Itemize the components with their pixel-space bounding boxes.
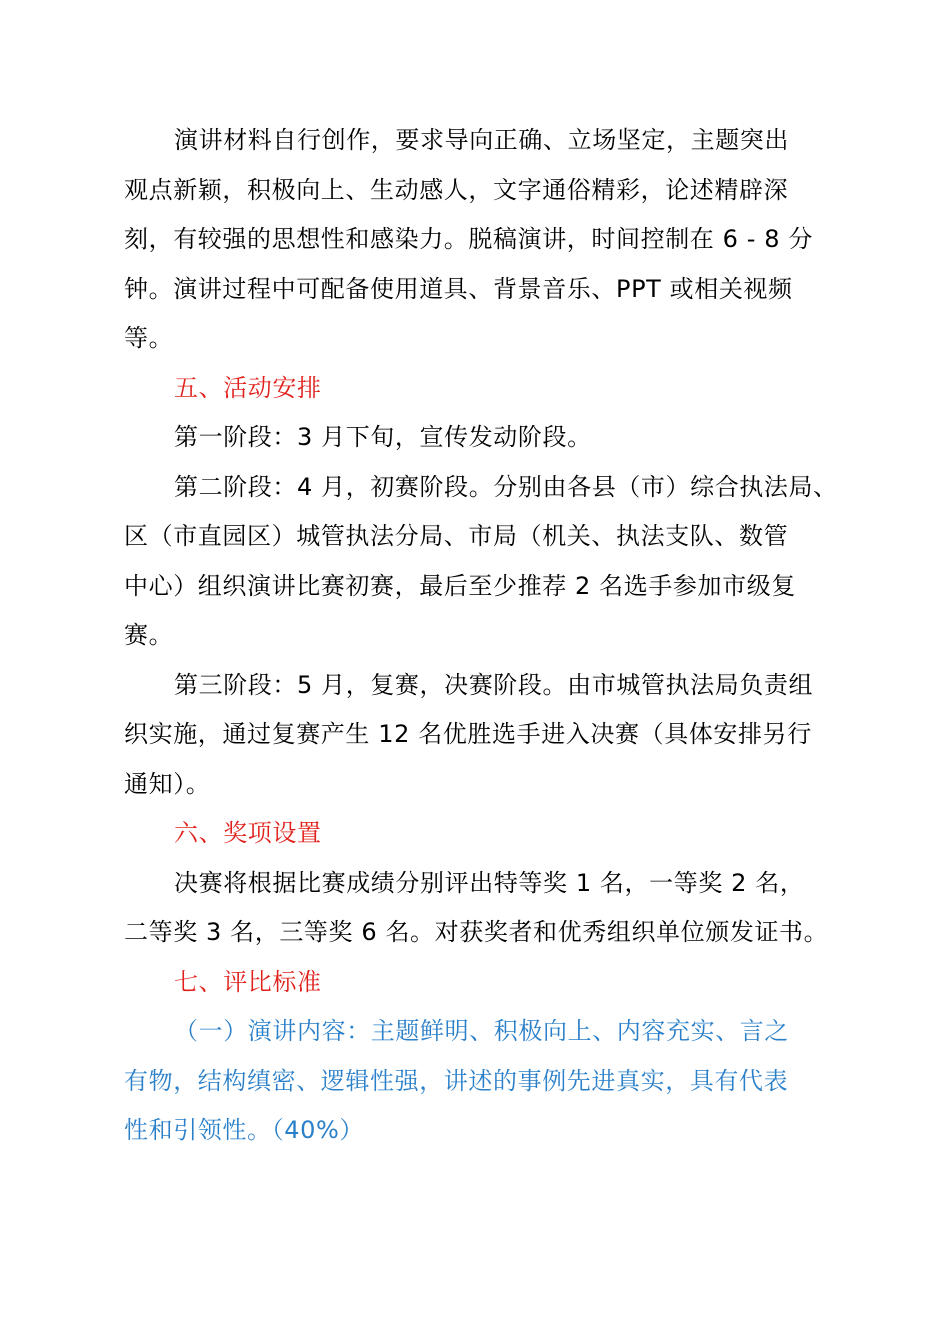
text-line: 区（市直园区）城管执法分局、市局（机关、执法支队、数管 [124, 522, 789, 550]
text-line: 演讲材料自行创作，要求导向正确、立场坚定，主题突出 [174, 126, 789, 154]
text-line: 刻，有较强的思想性和感染力。脱稿演讲，时间控制在 6 - 8 分 [124, 225, 813, 253]
text-line: 二等奖 3 名，三等奖 6 名。对获奖者和优秀组织单位颁发证书。 [124, 918, 829, 946]
paragraph-stage-two [124, 463, 840, 661]
paragraph-stage-one [124, 413, 840, 463]
text-line: 决赛将根据比赛成绩分别评出特等奖 1 名，一等奖 2 名， [174, 868, 805, 897]
section-heading-activity-schedule: 五、活动安排 [174, 373, 322, 402]
section-heading-awards: 六、奖项设置 [174, 819, 322, 847]
text-line: 赛。 [124, 621, 174, 649]
text-line: 等。 [124, 324, 174, 352]
text-line: 第一阶段：3 月下旬，宣传发动阶段。 [174, 423, 592, 451]
text-line: 观点新颖，积极向上、生动感人，文字通俗精彩，论述精辟深 [124, 175, 789, 204]
paragraph-awards [124, 859, 840, 958]
document-body [124, 116, 840, 1156]
text-line: 中心）组织演讲比赛初赛，最后至少推荐 2 名选手参加市级复 [124, 571, 796, 600]
text-line: 有物，结构缜密、逻辑性强，讲述的事例先进真实，具有代表 [124, 1066, 789, 1095]
paragraph-criterion-speech-content [124, 1007, 840, 1156]
text-line: 钟。演讲过程中可配备使用道具、背景音乐、PPT 或相关视频 [124, 274, 793, 303]
text-line: 第三阶段：5 月，复赛，决赛阶段。由市城管执法局负责组 [174, 670, 814, 699]
text-line: 通知）。 [124, 769, 211, 798]
text-line: （一）演讲内容：主题鲜明、积极向上、内容充实、言之 [174, 1017, 789, 1045]
text-line: 第二阶段：4 月，初赛阶段。分别由各县（市）综合执法局、 [174, 472, 838, 501]
text-line: 织实施，通过复赛产生 12 名优胜选手进入决赛（具体安排另行 [124, 720, 812, 748]
text-line: 性和引领性。（40%） [124, 1116, 364, 1144]
paragraph-stage-three [124, 661, 840, 810]
paragraph-speech-materials [124, 116, 840, 364]
section-heading-evaluation-criteria: 七、评比标准 [174, 967, 322, 996]
